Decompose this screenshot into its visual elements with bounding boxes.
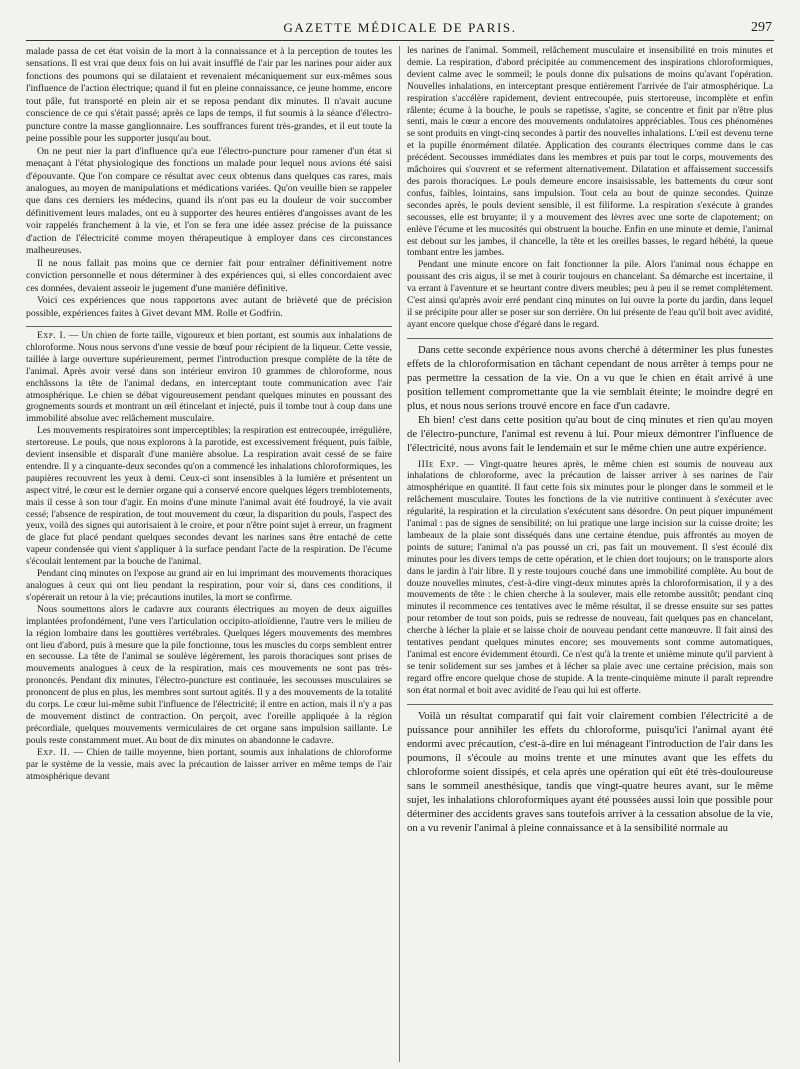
experiment-text: — Vingt-quatre heures après, le même chien est soumis de nouveau aux inhalations de chloroforme, avec la précaution de laisser arriver à ses narines de l'air atmosphérique en quantité. Il faut cette fois six minutes pour le plonger dans le sommeil et le relâchement musculaire. Toutes les fonctions de la vie nutritive continuent à s'exécuter avec régularité, la respiration et la circulation s'exécutent sans désordre. On peut piquer impunément l'animal : pas de signes de sensibilité; on lui pratique une large incision sur la cuisse droite; les lambeaux de la plaie sont disséqués dans une certaine étendue, puis affrontés au moyen de points de suture; l'animal n'a pas poussé un cri, pas fait un mouvement. Il s'est écoulé dix minutes pour les divers temps de cette opération, et le chien dort toujours; on le transporte alors dans le jardin à l'air libre. Il y reste toujours couché dans une immobilité complète. Au bout de douze nouvelles minutes, c'est-à-dire vingt-deux minutes après la chloroformisation, il y a des mouvements de tête : le chien cherche à la soulever, mais elle retombe aussitôt; pendant cinq minutes il recommence ces tentatives avec le même résultat, il se dresse ensuite sur ses pattes pour retomber de tout son poids, puis se redresse de nouveau, fait quelques pas en chancelant, cherche à lécher la plaie et se laisse choir de nouveau pendant cette manœuvre. Il fait ainsi des tentatives pendant quelques minutes encore; ses mouvements sont comme automatiques, l'animal est encore évidemment étourdi. Ce n'est qu'à la trente et unième minute qu'il parvient à se tenir solidement sur ses jambes et à lécher sa plaie avec une certaine précision, mais son regard offre encore quelque chose de stupide. A la trente-cinquième minute il paraît reprendre son état normal et boit avec avidité de l'eau qui lui est offerte. [407, 459, 773, 696]
section-divider [26, 326, 392, 327]
paragraph: Dans cette seconde expérience nous avons cherché à déterminer les plus funestes effets de la chloroformisation en tâchant cependant de nous arrêter à temps pour ne pas permettre la cessation de la vie. On a vu que le chien en était arrivé à une position tellement compromettante que la vie semblait éteinte; le moindre degré en plus, et nous nous serions trouvé encore en face d'un cadavre. [407, 343, 773, 413]
experiment-2 [26, 748, 392, 784]
paragraph: Voici ces expériences que nous rapportons avec autant de brièveté que de précision possible, expériences faites à Givet devant MM. Rolle et Godfrin. [26, 295, 392, 319]
paragraph: Les mouvements respiratoires sont imperceptibles; la respiration est entrecoupée, irrégulière, stertoreuse. Le pouls, que nous explorons à la parotide, est excessivement fréquent, puis faible, devient insensible et disparaît d'une manière absolue. La respiration avait cessé de se faire entendre. Il y a cinquante-deux secondes qu'on a commencé les inhalations chloroformiques, les paupières recouvrent les yeux à demi. Ceux-ci sont insensibles à la lumière et présentent un aspect vitré, le cœur est le dernier organe qui a conservé encore quelques légers tremblotements, mais il cesse à son tour d'agir. En moins d'une minute l'animal avait été foudroyé, la vie avait cessé; l'absence de respiration, de tout mouvement du cœur, la disparition du pouls, l'aspect des yeux, voilà des signes qui autorisaient à le croire, et pour n'être point sujet à erreur, un fragment de glace fut placé pendant quelques secondes devant les narines sans être entaché de cette vapeur condensée qui vient s'appliquer à la surface pendant l'acte de la respiration. De l'écume s'écoulait lentement par la bouche de l'animal. [26, 426, 392, 568]
experiment-1 [26, 331, 392, 426]
paragraph: Voilà un résultat comparatif qui fait voir clairement combien l'électricité a de puissance pour annihiler les effets du chloroforme, puisqu'ici l'animal ayant été endormi avec précaution, c'est-à-dire en lui ménageant l'introduction de l'air dans les poumons, il s'écoule au moins trente et une minutes avant que les effets du chloroforme soient dissipés, et cela après une opération qui eût été très-douloureuse sans le sommeil anesthésique, tandis que vingt-quatre heures avant, sur le même sujet, les inhalations chloroformiques ayant été poussées aussi loin que possible pour déterminer des accidents graves sans toutefois arriver à la cessation absolue de la vie, on a vu revenir l'animal à pleine connaissance et à la sensibilité normale au [407, 709, 773, 835]
section-divider [407, 338, 773, 339]
experiment-label: IIIe Exp. [418, 459, 459, 470]
paragraph: Pendant cinq minutes on l'expose au grand air en lui imprimant des mouvements thoraciques analogues à ceux qui ont lieu pendant la respiration, pour voir si, dans ces conditions, il s'opérerait un retour à la vie; précautions inutiles, la mort se confirme. [26, 569, 392, 603]
section-divider [407, 704, 773, 705]
paragraph: Nous soumettons alors le cadavre aux courants électriques au moyen de deux aiguilles implantées profondément, l'une vers l'articulation occipito-atloïdienne, l'autre vers le milieu de la région lombaire dans les gouttières vertébrales. Quelques légers mouvements des membres ont lieu d'abord, puis à mesure que la pile fonctionne, tous les muscles du corps semblent entrer en secousse. La tête de l'animal se soulève légèrement, les parois thoraciques sont prises de mouvements analogues à ceux de la respiration, mais ces mouvements ne sont pas très-prononcés. Pendant dix minutes, l'électro-puncture est continuée, les secousses musculaires se prononcent de plus en plus, les membres sont surtout agités. Il y a des mouvements de la totalité du corps. Le cœur lui-même subit l'influence de l'électricité; il entre en action, mais il n'y a pas de mouvement distinct de contraction. On perçoit, avec l'oreille appliquée à la région précordiale, quelques mouvements vermiculaires de cet organe sans impulsion saillante. Le pouls reste constamment muet. Au bout de dix minutes on abandonne le cadavre. [26, 604, 392, 746]
paragraph: les narines de l'animal. Sommeil, relâchement musculaire et insensibilité en trois minutes et demie. La respiration, d'abord précipitée au commencement des inspirations chloroformiques, devient calme avec le sommeil; le pouls donne dix pulsations de moins qu'avant l'opération. Nouvelles inhalations, en interceptant presque entièrement l'arrivée de l'air atmosphérique. La respiration s'accélère rapidement, devient entrecoupée, puis stertoreuse, incomplète et enfin râlente; écume à la bouche, le pouls se rapetisse, s'agite, se concentre et finit par n'être plus senti, mais le cœur a encore des mouvements ondulatoires appréciables. Tous ces phénomènes se sont produits en vingt-cinq secondes à partir des nouvelles inhalations. L'œil est devenu terne et la pupille énormément dilatée. Application des courants électriques comme dans le cas précédent. Secousses immédiates dans les membres et puis par tout le corps, mouvements des mâchoires qui s'ouvrent et se referment alternativement. Dilatation et affaissement successifs des parois thoraciques. Le pouls demeure encore insaisissable, les battements du cœur sont confus, faibles, lointains, sans impulsion. Tout cela au bout de quinze secondes. Quinze secondes après, le pouls devient sensible, il est filiforme. La respiration s'exécute à grandes secousses, elle est bruyante; il y a mouvement des lèvres avec une sorte de clapotement; on enlève l'écume et les mucosités qui obstruent la bouche. Enfin en une minute et demie, l'animal est debout sur les jambes, il chancelle, la tête et les oreilles basses, le regard hébété, la queue tombant entre les jambes. [407, 46, 773, 259]
page-header [26, 18, 774, 41]
experiment-text: — Un chien de forte taille, vigoureux et bien portant, est soumis aux inhalations de chloroforme. Nous nous servons d'une vessie de bœuf pour récipient de la liqueur. Cette vessie, taillée à large ouverture supérieurement, permet l'introduction presque complète de la tête de l'animal. Après avoir versé dans son intérieur environ 10 grammes de chloroforme, nous enchâssons la tête de l'animal dedans, en interceptant toute communication avec l'air atmosphérique. Le chien se débat vigoureusement pendant quelques minutes en poussant des grognements sourds et montrant un œil étincelant et injecté, puis il tombe tout à coup dans une immobilité absolue avec relâchement musculaire. [26, 330, 392, 425]
experiment-label: Exp. II. [37, 747, 71, 758]
paragraph: Pendant une minute encore on fait fonctionner la pile. Alors l'animal nous échappe en poussant des cris aigus, il se met à courir toujours en chancelant. Sa démarche est incertaine, il va errant à l'aventure et se heurtant contre divers meubles; peu à peu il se remet complétement. C'est ainsi qu'après avoir erré pendant cinq minutes on lui ouvre la porte du jardin, dans lequel il se précipite pour aller se poser sur son derrière. On lui présente de l'eau qu'il boit avec avidité, ayant encore quelque chose d'égaré dans le regard. [407, 260, 773, 330]
paragraph: Eh bien! c'est dans cette position qu'au bout de cinq minutes et rien qu'au moyen de l'électro-puncture, l'animal est revenu à lui. Pour mieux démontrer l'influence de l'électricité, nous avons fait le lendemain et sur le même chien une autre expérience. [407, 414, 773, 455]
paragraph: On ne peut nier la part d'influence qu'a eue l'électro-puncture pour ramener d'un état si menaçant à l'état physiologique des fonctions un malade pour lequel nous avions été saisi d'épouvante. Que l'on compare ce résultat avec ceux obtenus dans quelques cas rares, mais analogues, au moyen de manipulations et médications variées. Qu'on veuille bien se rappeler que dans ces derniers les médecins, quand ils n'ont pas eu la douleur de voir succomber définitivement leurs malades, ont eu à supporter des heures entières d'angoisses avant de les voir rappelés franchement à la vie, et l'on se fera une idée assez précise de la puissance d'action de l'électricité comme moyen thérapeutique à employer dans ces circonstances malheureuses. [26, 145, 392, 257]
right-column [407, 46, 773, 1064]
experiment-3 [407, 460, 773, 698]
paragraph: Il ne nous fallait pas moins que ce dernier fait pour entraîner définitivement notre conviction personnelle et nous déterminer à des expériences qui, si elles concordaient avec ces données, devaient asseoir le jugement d'une manière définitive. [26, 257, 392, 294]
journal-title: GAZETTE MÉDICALE DE PARIS. [283, 20, 517, 35]
left-column [26, 46, 392, 1064]
paragraph: malade passa de cet état voisin de la mort à la connaissance et à la perception de toutes les sensations. Il est vrai que deux fois on lui avait insufflé de l'air par les narines pour aider aux fonctions des poumons qui se dilataient et revenaient mécaniquement sur eux-mêmes sous l'influence de l'action électrique; quand il fut en pleine connaissance, ce jeune homme, encore tout pâle, fut transporté en plein air et se reposa pendant dix minutes. Il n'avait aucune conscience de ce qui s'était passé; après ce laps de temps, il fut soumis à la séance d'électro-puncture contre la masse ganglionnaire. Les souffrances furent très-grandes, et il eut toute la peine possible pour les supporter jusqu'au bout. [26, 46, 392, 145]
experiment-text: — Chien de taille moyenne, bien portant, soumis aux inhalations de chloroforme par le système de la vessie, mais avec la précaution de laisser arriver en même temps de l'air atmosphérique devant [26, 747, 392, 782]
column-rule [399, 46, 400, 1062]
experiment-label: Exp. I. [37, 330, 67, 341]
page-number: 297 [751, 20, 772, 35]
